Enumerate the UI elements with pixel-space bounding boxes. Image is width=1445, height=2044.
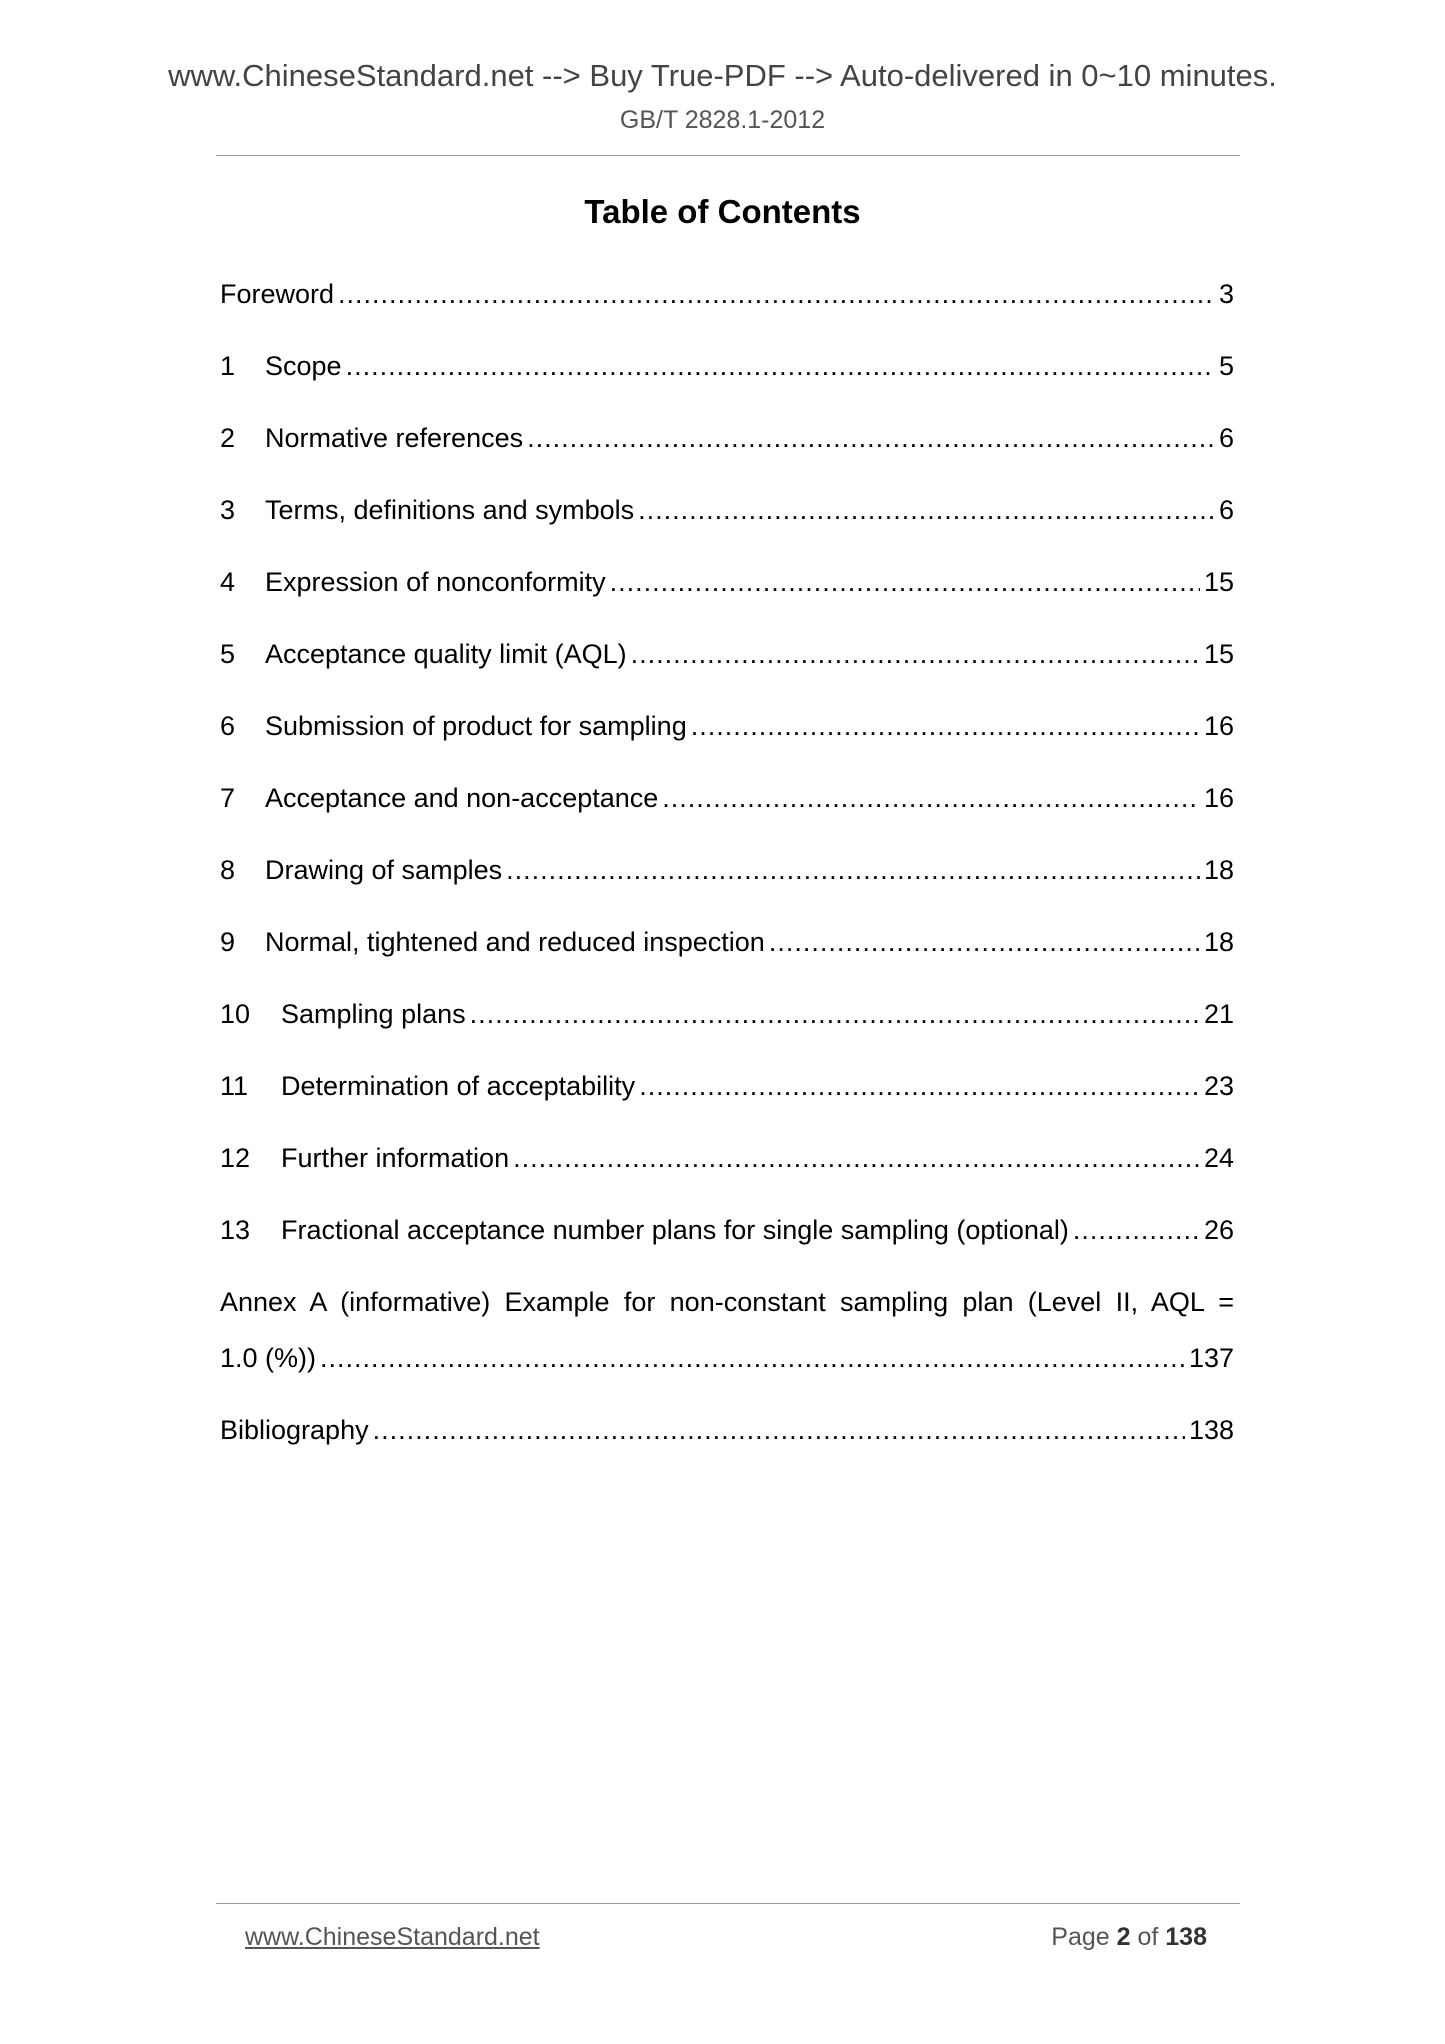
- toc-entry-label: Drawing of samples: [265, 855, 503, 885]
- toc-entry-label: Scope: [265, 351, 342, 381]
- dot-leader: [470, 992, 1200, 1036]
- dot-leader: [513, 1136, 1200, 1180]
- toc-entry-number: 6: [220, 711, 236, 741]
- header-banner: www.ChineseStandard.net --> Buy True-PDF --> Auto-delivered in 0~10 minutes.: [168, 58, 1277, 93]
- toc-entry-annex-a[interactable]: [220, 1280, 1234, 1408]
- dot-leader: [1073, 1208, 1200, 1252]
- dot-leader: [346, 344, 1215, 388]
- toc-entry-page: 137: [1188, 1343, 1234, 1373]
- toc-entry-foreword[interactable]: [220, 272, 1234, 344]
- toc-entry-page: 16: [1203, 783, 1234, 813]
- toc-entry-page: 18: [1203, 855, 1234, 885]
- toc-entry-inspection[interactable]: [220, 920, 1234, 992]
- dot-leader: [662, 776, 1200, 820]
- footer-site-link[interactable]: www.ChineseStandard.net: [245, 1923, 540, 1951]
- toc-entry-label-continued: 1.0 (%)): [220, 1343, 317, 1373]
- toc-entry-label: Submission of product for sampling: [265, 711, 687, 741]
- page-total: 138: [1165, 1923, 1207, 1951]
- dot-leader: [638, 488, 1215, 532]
- toc-entry-page: 6: [1218, 495, 1234, 525]
- toc-entry-page: 138: [1188, 1415, 1234, 1445]
- toc-entry-sampling-plans[interactable]: [220, 992, 1234, 1064]
- dot-leader: [320, 1336, 1185, 1380]
- dot-leader: [691, 704, 1200, 748]
- toc-entry-page: 26: [1203, 1215, 1234, 1245]
- toc-entry-terms[interactable]: [220, 488, 1234, 560]
- toc-entry-drawing-samples[interactable]: [220, 848, 1234, 920]
- toc-entry-normative-references[interactable]: [220, 416, 1234, 488]
- dot-leader: [373, 1408, 1185, 1452]
- toc-entry-bibliography[interactable]: [220, 1408, 1234, 1480]
- footer-divider: [216, 1903, 1240, 1904]
- toc-entry-label: Normative references: [265, 423, 524, 453]
- toc-entry-page: 16: [1203, 711, 1234, 741]
- toc-entry-label: Acceptance quality limit (AQL): [265, 639, 627, 669]
- toc-entry-page: 5: [1218, 351, 1234, 381]
- toc-entry-label: Bibliography: [220, 1415, 369, 1445]
- toc-entry-number: 11: [220, 1071, 249, 1101]
- toc-entry-label: Annex A (informative) Example for non-constant sampling plan (Level II, AQL =: [220, 1287, 1234, 1317]
- toc-entry-page: 23: [1203, 1071, 1234, 1101]
- toc-entry-label: Terms, definitions and symbols: [265, 495, 635, 525]
- toc-entry-number: 8: [220, 855, 236, 885]
- toc-entry-page: 18: [1203, 927, 1234, 957]
- toc-entry-page: 15: [1203, 567, 1234, 597]
- dot-leader: [769, 920, 1200, 964]
- standard-code: GB/T 2828.1-2012: [619, 106, 826, 134]
- footer-page-number: [1051, 1920, 1207, 1954]
- toc-entry-label: Foreword: [220, 279, 335, 309]
- toc-entry-number: 4: [220, 567, 236, 597]
- dot-leader: [506, 848, 1200, 892]
- toc-entry-submission[interactable]: [220, 704, 1234, 776]
- toc-entry-page: 21: [1203, 999, 1234, 1029]
- toc-entry-number: 5: [220, 639, 236, 669]
- toc-entry-label: Normal, tightened and reduced inspection: [265, 927, 765, 957]
- toc-entry-nonconformity[interactable]: [220, 560, 1234, 632]
- toc-entry-number: 2: [220, 423, 236, 453]
- toc-entry-number: 13: [220, 1215, 251, 1245]
- toc-entry-page: 15: [1203, 639, 1234, 669]
- dot-leader: [338, 272, 1215, 316]
- toc-entry-label: Expression of nonconformity: [265, 567, 606, 597]
- table-of-contents: [220, 272, 1234, 1480]
- dot-leader: [527, 416, 1215, 460]
- toc-entry-aql[interactable]: [220, 632, 1234, 704]
- toc-entry-number: 9: [220, 927, 236, 957]
- dot-leader: [610, 560, 1200, 604]
- toc-entry-label: Determination of acceptability: [281, 1071, 636, 1101]
- toc-entry-page: 6: [1218, 423, 1234, 453]
- toc-entry-continuation: [220, 1336, 1234, 1408]
- toc-entry-number: 12: [220, 1143, 251, 1173]
- toc-entry-page: 3: [1218, 279, 1234, 309]
- dot-leader: [639, 1064, 1200, 1108]
- header-divider: [216, 155, 1240, 156]
- toc-entry-acceptability[interactable]: [220, 1064, 1234, 1136]
- page-current: 2: [1116, 1923, 1131, 1951]
- toc-entry-number: 3: [220, 495, 236, 525]
- page-prefix: Page: [1051, 1923, 1110, 1951]
- toc-entry-fractional-plans[interactable]: [220, 1208, 1234, 1280]
- toc-title: Table of Contents: [584, 193, 861, 230]
- page-of: of: [1137, 1923, 1159, 1951]
- toc-entry-page: 24: [1203, 1143, 1234, 1173]
- toc-entry-label: Fractional acceptance number plans for single sampling (optional): [281, 1215, 1069, 1245]
- toc-entry-label: Acceptance and non-acceptance: [265, 783, 659, 813]
- toc-entry-label: Further information: [281, 1143, 510, 1173]
- toc-entry-label: Sampling plans: [281, 999, 466, 1029]
- toc-entry-scope[interactable]: [220, 344, 1234, 416]
- toc-entry-number: 7: [220, 783, 236, 813]
- toc-entry-number: 1: [220, 351, 236, 381]
- toc-entry-number: 10: [220, 999, 251, 1029]
- toc-entry-further-information[interactable]: [220, 1136, 1234, 1208]
- dot-leader: [631, 632, 1200, 676]
- toc-entry-acceptance[interactable]: [220, 776, 1234, 848]
